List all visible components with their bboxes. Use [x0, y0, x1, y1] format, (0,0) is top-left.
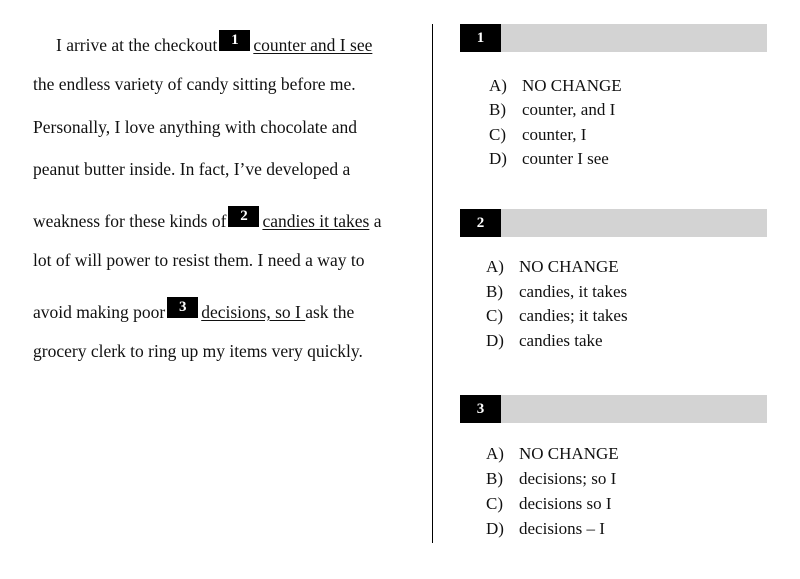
option-letter: D): [489, 149, 507, 168]
option-3c[interactable]: [486, 493, 612, 515]
passage-line-6: lot of will power to resist them. I need a way to: [33, 250, 365, 270]
option-text: decisions – I: [519, 519, 605, 538]
option-1d[interactable]: [489, 148, 609, 170]
question-header-2: [460, 209, 767, 237]
option-1a[interactable]: [489, 75, 622, 97]
passage-text: I arrive at the checkout: [56, 35, 218, 55]
option-3a[interactable]: [486, 443, 619, 465]
option-letter: C): [486, 306, 503, 325]
column-divider: [432, 24, 433, 543]
option-1c[interactable]: [489, 124, 586, 146]
question-number-3: 3: [460, 395, 501, 423]
passage-text: a: [369, 211, 382, 231]
option-letter: C): [486, 494, 503, 513]
option-letter: C): [489, 125, 506, 144]
option-text: NO CHANGE: [522, 76, 622, 95]
passage-line-3: Personally, I love anything with chocolate and: [33, 117, 357, 137]
question-header-3: [460, 395, 767, 423]
option-text: candies, it takes: [519, 282, 628, 301]
passage-line-7: [33, 297, 354, 323]
option-text: NO CHANGE: [519, 257, 619, 276]
option-letter: D): [486, 331, 504, 350]
passage-text: weakness for these kinds of: [33, 211, 227, 231]
passage-text: ask the: [305, 302, 355, 322]
option-letter: A): [486, 257, 504, 276]
option-3d[interactable]: [486, 518, 605, 540]
option-2d[interactable]: [486, 330, 603, 352]
option-letter: B): [486, 469, 503, 488]
question-header-1: [460, 24, 767, 52]
option-text: counter, I: [522, 125, 587, 144]
option-3b[interactable]: [486, 468, 616, 490]
option-letter: D): [486, 519, 504, 538]
option-letter: B): [486, 282, 503, 301]
question-number-2: 2: [460, 209, 501, 237]
underlined-portion-1[interactable]: counter and I see: [253, 35, 373, 55]
option-1b[interactable]: [489, 99, 615, 121]
option-text: counter I see: [522, 149, 609, 168]
option-2c[interactable]: [486, 305, 628, 327]
underlined-portion-3[interactable]: decisions, so I: [201, 302, 306, 322]
question-marker-3[interactable]: 3: [167, 297, 198, 318]
option-text: candies take: [519, 331, 603, 350]
passage-line-5: [33, 206, 382, 232]
question-marker-2[interactable]: 2: [228, 206, 259, 227]
option-text: NO CHANGE: [519, 444, 619, 463]
question-marker-1[interactable]: 1: [219, 30, 250, 51]
passage-text: avoid making poor: [33, 302, 166, 322]
question-number-1: 1: [460, 24, 501, 52]
option-2a[interactable]: [486, 256, 619, 278]
option-letter: B): [489, 100, 506, 119]
option-letter: A): [486, 444, 504, 463]
passage-line-8: grocery clerk to ring up my items very quickly.: [33, 341, 363, 361]
option-2b[interactable]: [486, 281, 627, 303]
option-text: decisions; so I: [519, 469, 617, 488]
option-text: candies; it takes: [519, 306, 628, 325]
passage-line-4: peanut butter inside. In fact, I’ve developed a: [33, 159, 351, 179]
underlined-portion-2[interactable]: candies it takes: [262, 211, 370, 231]
passage-line-1: [33, 30, 372, 56]
passage-line-2: the endless variety of candy sitting before me.: [33, 74, 356, 94]
option-text: decisions so I: [519, 494, 612, 513]
option-letter: A): [489, 76, 507, 95]
option-text: counter, and I: [522, 100, 616, 119]
